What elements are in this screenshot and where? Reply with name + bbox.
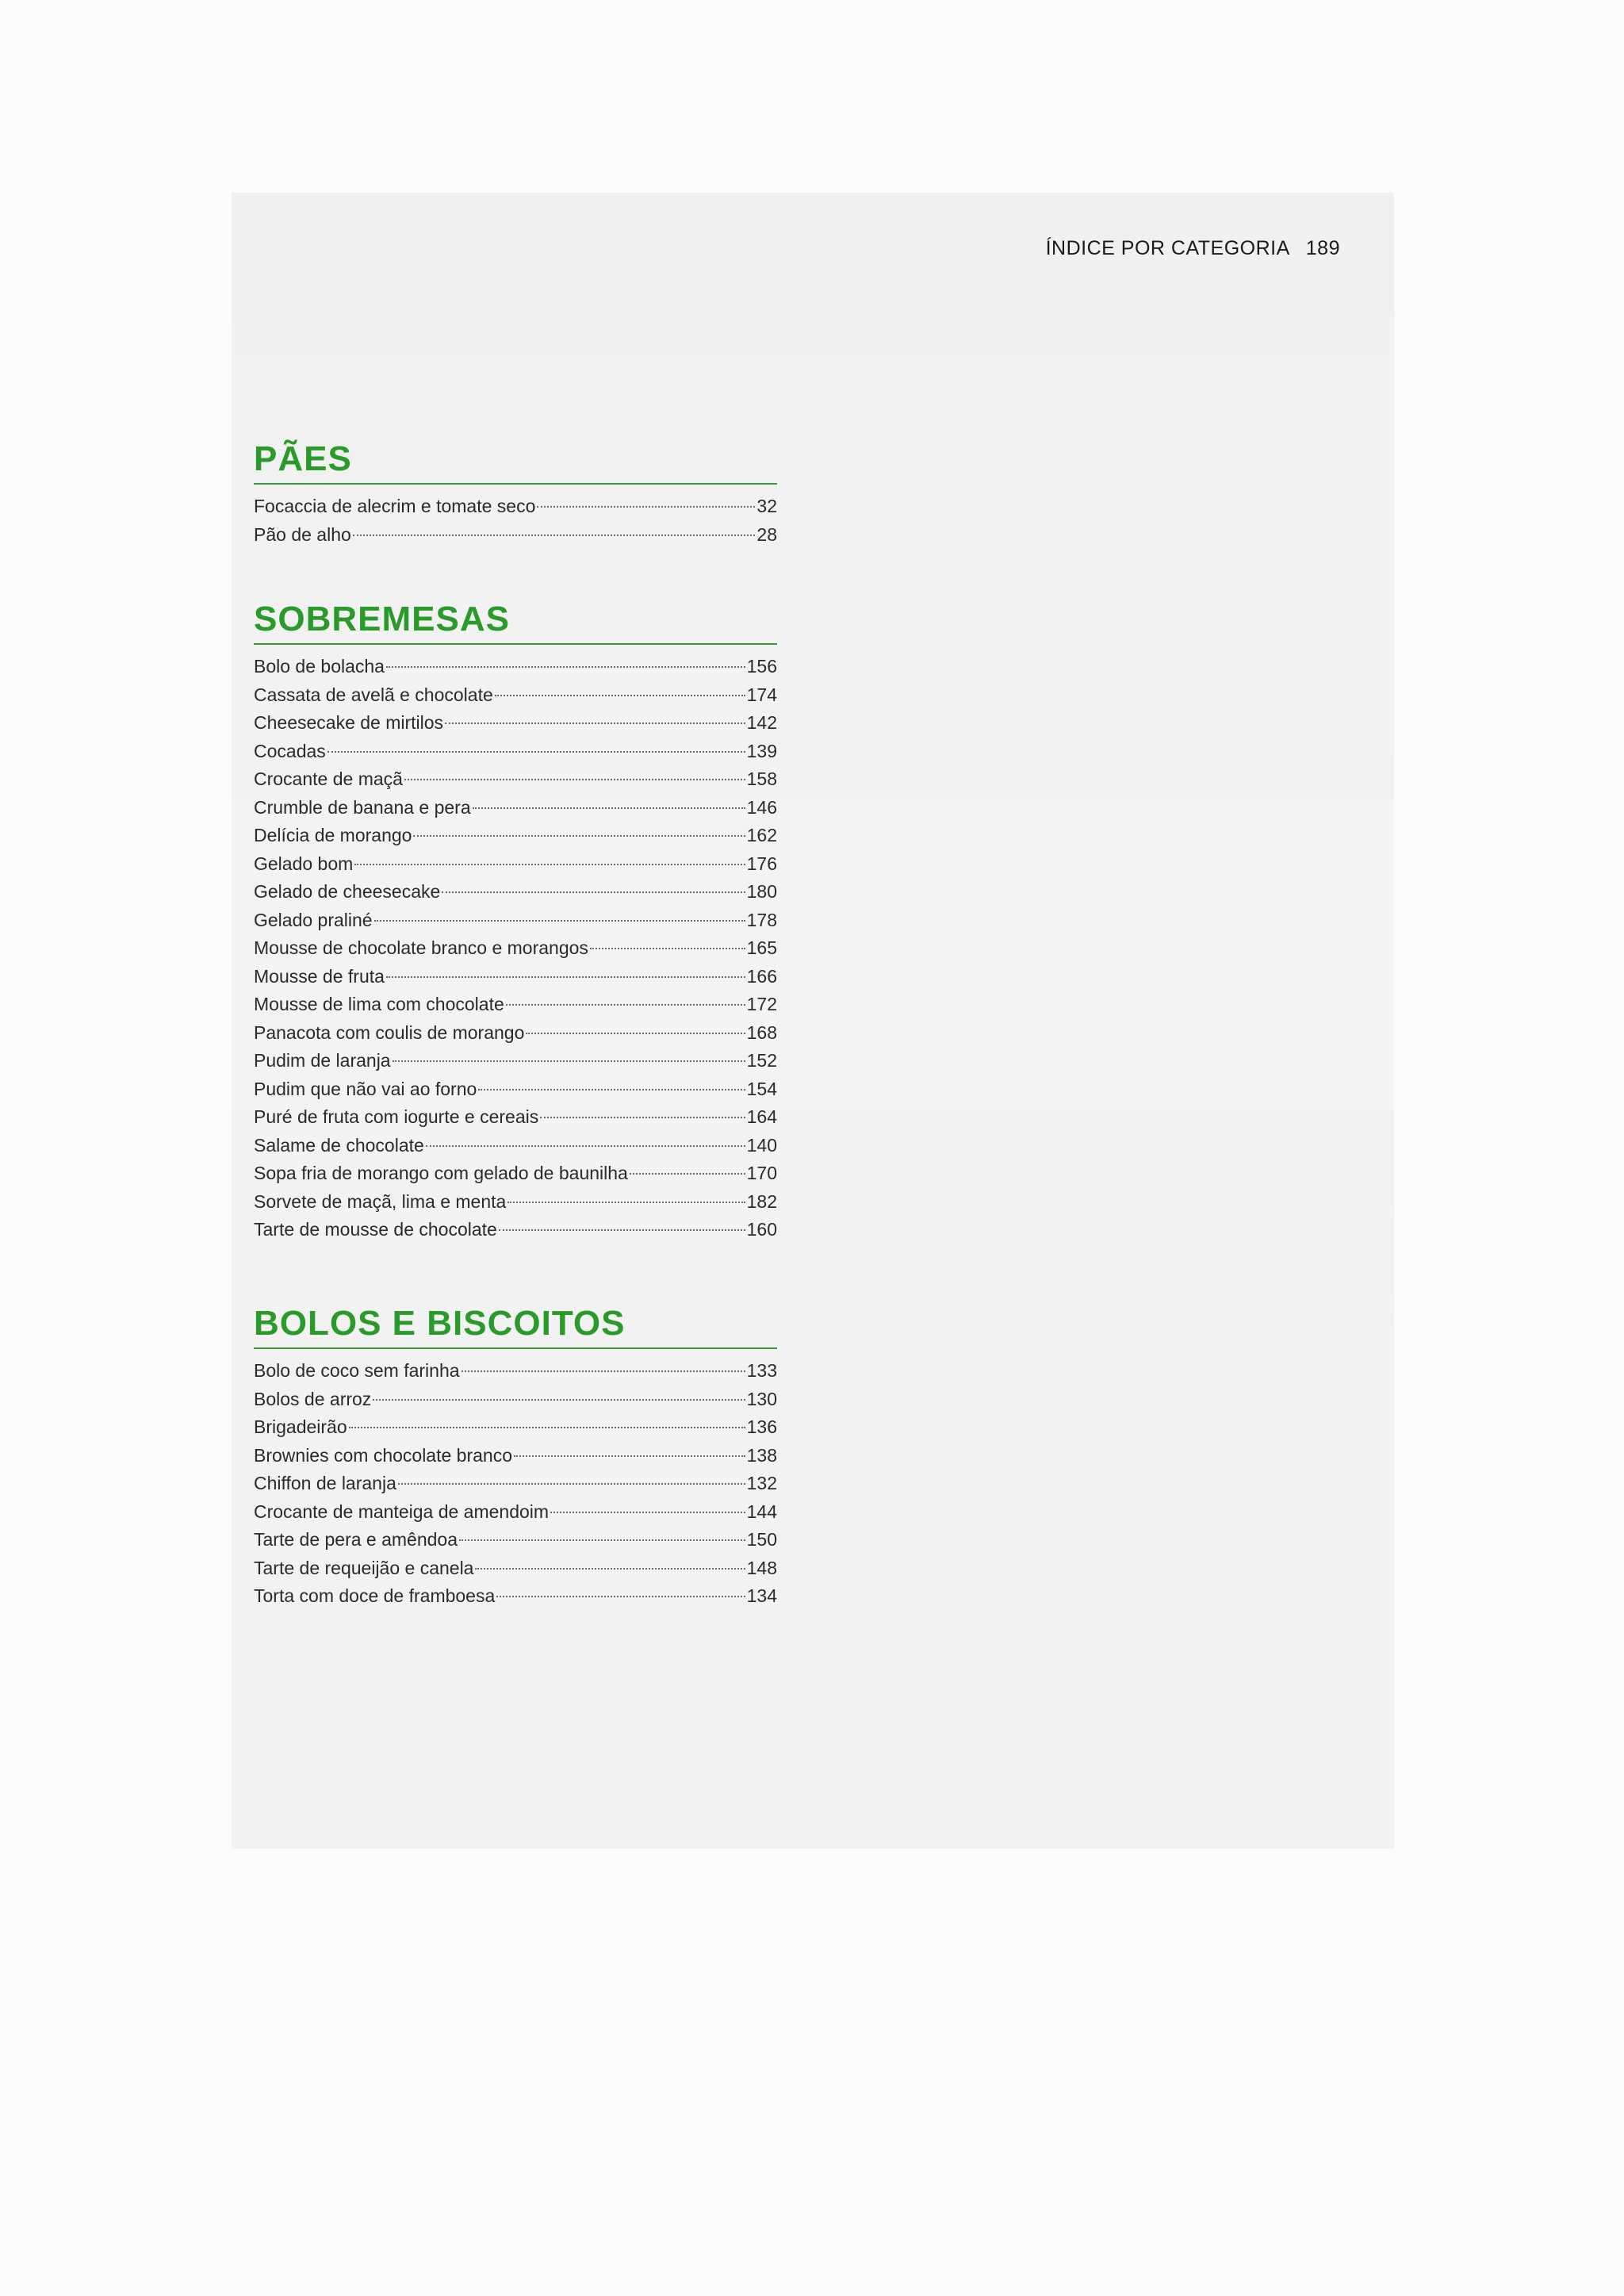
dot-leader (495, 695, 745, 696)
index-entry (254, 963, 777, 991)
dot-leader (349, 1427, 745, 1428)
index-entry (254, 1019, 777, 1048)
section-title: BOLOS E BISCOITOS (254, 1303, 777, 1349)
index-entry (254, 934, 777, 963)
index-entry (254, 1357, 777, 1386)
dot-leader (393, 1060, 745, 1062)
entry-page: 182 (746, 1190, 777, 1212)
index-entry (254, 1413, 777, 1442)
index-entry (254, 1386, 777, 1414)
dot-leader (508, 1202, 745, 1203)
index-entry (254, 1582, 777, 1611)
entry-name: Pão de alho (254, 523, 351, 545)
section-title: SOBREMESAS (254, 599, 777, 645)
entry-page: 133 (746, 1360, 777, 1381)
entry-page: 144 (746, 1501, 777, 1522)
dot-leader (445, 723, 745, 724)
section-bolos-e-biscoitos (254, 1303, 777, 1611)
index-entry (254, 1470, 777, 1498)
index-entry (254, 907, 777, 935)
index-entry (254, 1216, 777, 1244)
entry-name: Brigadeirão (254, 1416, 347, 1437)
index-entry (254, 521, 777, 550)
book-page (232, 193, 1394, 1849)
entry-page: 156 (746, 656, 777, 677)
dot-leader (442, 891, 745, 893)
entry-name: Bolos de arroz (254, 1388, 372, 1409)
entry-page: 138 (746, 1444, 777, 1466)
index-entry (254, 493, 777, 521)
entry-page: 170 (746, 1163, 777, 1183)
entry-name: Pudim que não vai ao forno (254, 1078, 477, 1099)
entry-name: Tarte de requeijão e canela (254, 1557, 474, 1578)
dot-leader (404, 779, 745, 780)
dot-leader (462, 1370, 745, 1372)
dot-leader (413, 835, 745, 837)
dot-leader (386, 976, 745, 978)
entry-page: 152 (746, 1050, 777, 1071)
entry-page: 165 (746, 937, 777, 958)
dot-leader (327, 751, 745, 753)
index-entry (254, 765, 777, 794)
entry-page: 158 (746, 769, 777, 789)
entry-name: Focaccia de alecrim e tomate seco (254, 496, 536, 516)
index-entry (254, 991, 777, 1019)
entry-name: Crumble de banana e pera (254, 796, 471, 818)
entry-name: Mousse de chocolate branco e morangos (254, 937, 588, 958)
entry-name: Sopa fria de morango com gelado de baunilha (254, 1163, 628, 1183)
entry-name: Crocante de maçã (254, 769, 403, 789)
index-entry (254, 1047, 777, 1075)
entry-name: Tarte de mousse de chocolate (254, 1219, 497, 1240)
dot-leader (473, 807, 745, 809)
dot-leader (537, 506, 755, 508)
entry-name: Pudim de laranja (254, 1050, 391, 1071)
dot-leader (353, 535, 756, 536)
dot-leader (398, 1483, 745, 1485)
entry-name: Cheesecake de mirtilos (254, 712, 444, 733)
dot-leader (459, 1539, 745, 1541)
dot-leader (426, 1145, 745, 1147)
entry-name: Crocante de manteiga de amendoim (254, 1501, 550, 1522)
entry-name: Tarte de pera e amêndoa (254, 1529, 458, 1550)
entry-page: 162 (746, 825, 777, 845)
header-title: ÍNDICE POR CATEGORIA (1045, 237, 1290, 259)
dot-leader (630, 1173, 745, 1175)
entry-name: Puré de fruta com iogurte e cereais (254, 1106, 539, 1127)
section-sobremesas (254, 599, 777, 1244)
index-entry (254, 709, 777, 738)
dot-leader (506, 1004, 745, 1006)
entry-page: 150 (746, 1529, 777, 1550)
running-header (1046, 237, 1340, 260)
entry-list (254, 653, 777, 1244)
entry-page: 32 (756, 496, 777, 516)
entry-name: Gelado de cheesecake (254, 881, 441, 902)
dot-leader (386, 666, 745, 668)
index-entry (254, 1526, 777, 1554)
dot-leader (373, 1399, 745, 1401)
entry-list (254, 493, 777, 549)
entry-name: Sorvete de maçã, lima e menta (254, 1190, 507, 1212)
entry-page: 142 (746, 712, 777, 733)
index-entry (254, 794, 777, 822)
index-entry (254, 1132, 777, 1160)
index-entry (254, 1188, 777, 1217)
entry-page: 136 (746, 1416, 777, 1437)
dot-leader (496, 1596, 745, 1597)
entry-page: 160 (746, 1219, 777, 1240)
entry-page: 176 (746, 853, 777, 874)
index-entry (254, 738, 777, 766)
index-entry (254, 1498, 777, 1527)
entry-name: Chiffon de laranja (254, 1473, 396, 1493)
entry-name: Salame de chocolate (254, 1134, 424, 1156)
entry-name: Bolo de bolacha (254, 656, 385, 677)
entry-page: 140 (746, 1134, 777, 1156)
section-paes (254, 439, 777, 549)
dot-leader (540, 1117, 745, 1118)
entry-page: 168 (746, 1022, 777, 1043)
entry-page: 146 (746, 796, 777, 818)
index-entry (254, 653, 777, 681)
dot-leader (354, 864, 745, 865)
entry-name: Cassata de avelã e chocolate (254, 684, 493, 705)
header-page-number: 189 (1305, 237, 1340, 259)
entry-name: Brownies com chocolate branco (254, 1444, 512, 1466)
entry-page: 178 (746, 909, 777, 930)
index-entry (254, 878, 777, 907)
entry-page: 132 (746, 1473, 777, 1493)
entry-page: 172 (746, 994, 777, 1014)
index-entry (254, 850, 777, 879)
dot-leader (590, 948, 745, 949)
dot-leader (374, 920, 745, 922)
entry-page: 28 (756, 523, 777, 545)
index-entry (254, 822, 777, 850)
entry-page: 180 (746, 881, 777, 902)
entry-name: Mousse de fruta (254, 965, 385, 987)
index-entry (254, 1159, 777, 1188)
entry-list (254, 1357, 777, 1611)
entry-name: Torta com doce de framboesa (254, 1585, 496, 1606)
dot-leader (550, 1512, 745, 1513)
entry-page: 134 (746, 1585, 777, 1606)
entry-page: 166 (746, 965, 777, 987)
entry-page: 130 (746, 1388, 777, 1409)
index-entry (254, 681, 777, 710)
entry-page: 148 (746, 1557, 777, 1578)
dot-leader (499, 1229, 745, 1231)
entry-name: Gelado bom (254, 853, 354, 874)
dot-leader (514, 1455, 745, 1457)
section-title: PÃES (254, 439, 777, 485)
index-entry (254, 1103, 777, 1132)
entry-name: Gelado praliné (254, 909, 373, 930)
dot-leader (526, 1033, 745, 1034)
entry-page: 154 (746, 1078, 777, 1099)
index-entry (254, 1554, 777, 1583)
index-entry (254, 1442, 777, 1470)
entry-page: 139 (746, 740, 777, 761)
dot-leader (478, 1089, 745, 1091)
entry-name: Cocadas (254, 740, 326, 761)
entry-page: 164 (746, 1106, 777, 1127)
entry-name: Mousse de lima com chocolate (254, 994, 504, 1014)
entry-name: Delícia de morango (254, 825, 412, 845)
entry-name: Bolo de coco sem farinha (254, 1360, 460, 1381)
entry-name: Panacota com coulis de morango (254, 1022, 525, 1043)
entry-page: 174 (746, 684, 777, 705)
dot-leader (475, 1568, 745, 1570)
index-entry (254, 1075, 777, 1104)
